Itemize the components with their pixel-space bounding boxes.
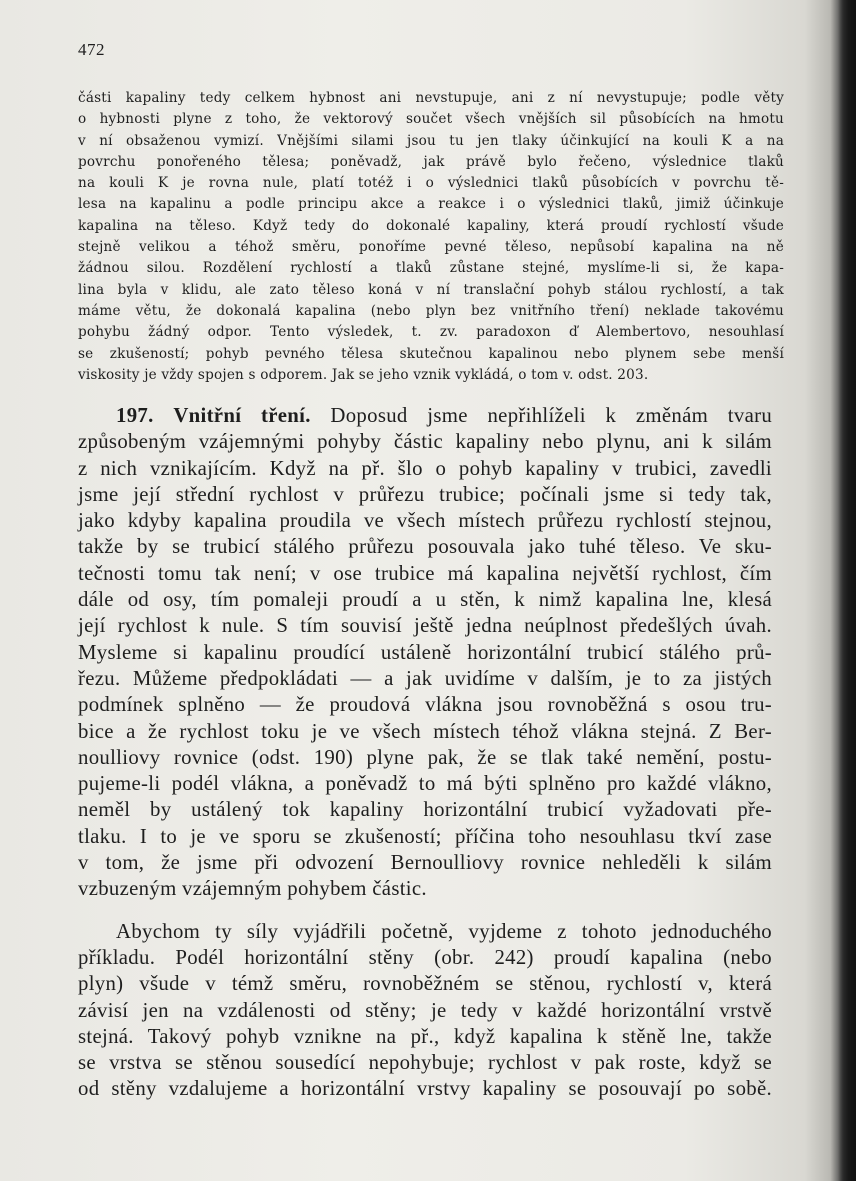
text-line: žádnou silou. Rozdělení rychlostí a tlaků zůstane stejné, myslíme-li si, že kapa- [78, 260, 784, 277]
section-title: Vnitřní tření. [173, 404, 311, 427]
text-line: viskosity je vždy spojen s odporem. Jak se jeho vznik vykládá, o tom v. odst. 203. [78, 366, 649, 383]
text-line: bice a že rychlost toku je ve všech místech téhož vlákna stejná. Z Ber- [78, 719, 772, 743]
text-line: stejně velikou a téhož směru, ponoříme pevné těleso, nepůsobí kapalina na ně [78, 239, 784, 256]
page-number: 472 [78, 40, 105, 59]
text-line: závisí jen na vzdálenosti od stěny; je tedy v každé horizontální vrstvě [78, 998, 772, 1022]
text-line: povrchu ponořeného tělesa; poněvadž, jak právě bylo řečeno, výslednice tlaků [78, 153, 784, 170]
text-line: pohybu žádný odpor. Tento výsledek, t. zv. paradoxon ď Alembertovo, nesouhlasí [78, 324, 784, 341]
page-edge-shadow [838, 0, 856, 1181]
text-line: její rychlost k nule. S tím souvisí ještě jedna neúplnost předešlých úvah. [78, 614, 772, 638]
text-line: pujeme-li podél vlákna, a poněvadž to má býti splněno pro každé vlákno, [78, 772, 772, 796]
text-line: neměl by ustálený tok kapaliny horizontální trubicí vyžadovati pře- [78, 798, 772, 822]
section-number: 197. [116, 404, 154, 427]
text-line: stejná. Takový pohyb vznikne na př., když kapalina k stěně lne, takže [78, 1024, 772, 1048]
text-line: se vrstva se stěnou sousedící nepohybuje; rychlost v pak roste, když se [78, 1051, 772, 1075]
text-line: dále od osy, tím pomaleji proudí a u stěn, k nimž kapalina lne, klesá [78, 588, 772, 612]
text-line: se zkušeností; pohyb pevného tělesa skutečnou kapalinou nebo plynem sebe menší [78, 345, 784, 362]
text-line: lina byla v klidu, ale zato těleso koná v ní translační pohyb stálou rychlostí, a tak [78, 281, 784, 298]
text-line: plyn) všude v témž směru, rovnoběžném se stěnou, rychlostí v, která [78, 972, 772, 996]
text-line: noulliovy rovnice (odst. 190) plyne pak, že se tlak také nemění, postu- [78, 745, 772, 769]
text-line: od stěny vzdalujeme a horizontální vrstvy kapaliny se posouvají po sobě. [78, 1077, 772, 1101]
text-line: takže by se trubicí stálého průřezu posouvala jako tuhé těleso. Ve sku- [78, 535, 772, 559]
text-line: Mysleme si kapalinu proudící ustáleně horizontální trubicí stálého prů- [78, 640, 772, 664]
text-line: z nich vznikajícím. Když na př. šlo o pohyb kapaliny v trubici, zavedli [78, 456, 772, 480]
text-line: tlaku. I to je ve sporu se zkušeností; příčina toho nesouhlasu tkví zase [78, 824, 772, 848]
text-line: části kapaliny tedy celkem hybnost ani nevstupuje, ani z ní nevystupuje; podle věty [78, 90, 784, 106]
continued-paragraph [78, 88, 784, 386]
text-line: řezu. Můžeme předpokládati — a jak uvidíme v dalším, je to za jistých [78, 666, 772, 690]
text-line: tečnosti tomu tak není; v ose trubice má kapalina největší rychlost, čím [78, 561, 772, 585]
text-line: příkladu. Podél horizontální stěny (obr. 242) proudí kapalina (nebo [78, 945, 772, 969]
text-line: lesa na kapalinu a podle principu akce a reakce i o výslednici tlaků, jimiž účinkuje [78, 196, 784, 213]
text-line: na kouli K je rovna nule, platí totéž i o výslednici tlaků působících v povrchu tě- [78, 175, 784, 192]
text-line: jsme její střední rychlost v průřezu trubice; počínali jsme si tedy tak, [78, 482, 772, 506]
text-line: vzbuzeným vzájemným pohybem částic. [78, 877, 427, 901]
section-heading-line [78, 403, 772, 429]
text-line: podmínek splněno — že proudová vlákna jsou rovnoběžná s osou tru- [78, 693, 772, 717]
paragraph-gap [78, 903, 772, 919]
section-197 [78, 403, 772, 1103]
text-line: Abychom ty síly vyjádřili početně, vyjdeme z tohoto jednoduchého [116, 919, 772, 943]
text-line: způsobeným vzájemnými pohyby částic kapaliny nebo plynu, ani k silám [78, 430, 772, 454]
text-line: v tom, že jsme při odvození Bernoulliovy rovnice nehleděli k silám [78, 851, 772, 875]
text-line: jako kdyby kapalina proudila ve všech místech průřezu rychlostí stejnou, [78, 509, 772, 533]
text-line: Doposud jsme nepřihlíželi k změnám tvaru [330, 404, 773, 427]
text-line: o hybnosti plyne z toho, že vektorový součet všech vnějších sil působících na hmotu [78, 111, 784, 128]
text-line: kapalina na těleso. Když tedy do dokonalé kapaliny, která proudí rychlostí všude [78, 217, 784, 234]
text-line: máme větu, že dokonalá kapalina (nebo plyn bez vnitřního tření) neklade takovému [78, 302, 784, 319]
text-line: v ní obsaženou vymizí. Vnějšími silami jsou tu jen tlaky účinkující na kouli K a na [78, 132, 784, 149]
